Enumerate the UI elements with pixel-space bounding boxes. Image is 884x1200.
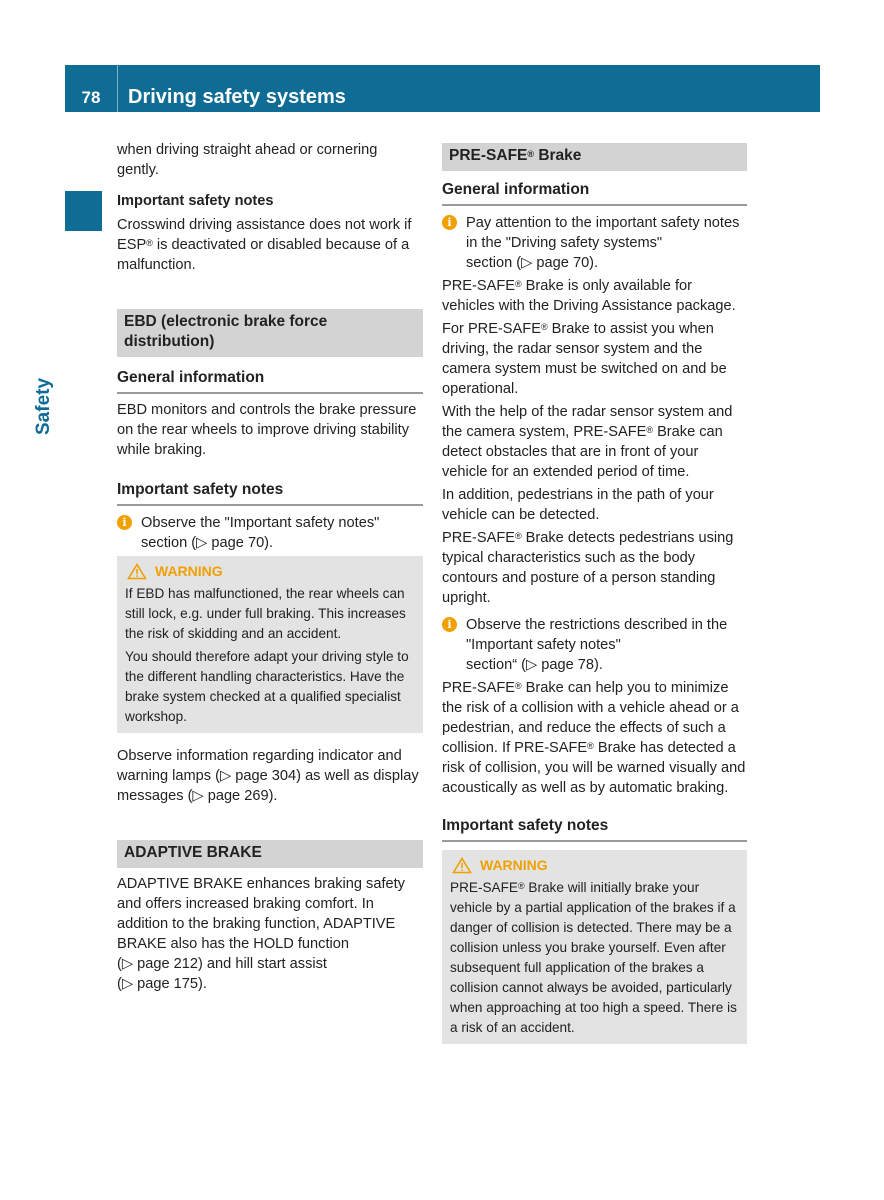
presafe-section-title: PRE-SAFE® Brake	[442, 143, 747, 171]
ebd-warning-header	[125, 561, 415, 581]
presafe-warning-label: WARNING	[480, 857, 548, 873]
presafe-characteristics-text: PRE-SAFE® Brake detects pedestrians using typical characteristics such as the body contours and posture of a person standing upright.	[442, 530, 734, 606]
side-tab	[33, 191, 102, 435]
page-number: 78	[81, 88, 101, 107]
presafe-availability-text: PRE-SAFE® Brake is only available for vehicles with the Driving Assistance package.	[442, 278, 736, 314]
header-divider	[117, 65, 118, 112]
presafe-safety-heading: Important safety notes	[442, 816, 747, 842]
left-column	[117, 140, 423, 997]
presafe-warning-header	[450, 855, 739, 875]
presafe-info-note-2: i Observe the restrictions described in the "Important safety notes" section“ (▷ page 78).	[442, 615, 747, 675]
presafe-warning-text: PRE-SAFE® Brake will initially brake your vehicle by a partial application of the brakes if a danger of collision is detected. There may be a collision unless you brake yourself. Even after subsequent full application of the brakes a collision cannot always be avoided, particularly when approaching at too high a speed. There is a risk of an accident.	[450, 880, 737, 1035]
presafe-detection-text: With the help of the radar sensor system and the camera system, PRE-SAFE® Brake can detect obstacles that are in front of your vehicle for an extended period of time.	[442, 404, 733, 480]
presafe-general-info-heading: General information	[442, 180, 747, 206]
page-header	[65, 65, 820, 112]
ebd-info-note	[117, 513, 423, 553]
side-tab-label: Safety	[33, 377, 54, 435]
adaptive-brake-text: ADAPTIVE BRAKE enhances braking safety and offers increased braking comfort. In addition to the braking function, ADAPTIVE BRAKE also has the HOLD function (▷ page 212) and hill start assist (▷ page 175).	[117, 876, 405, 992]
ebd-warning-text-2: You should therefore adapt your driving style to the different handling characteristics. Have the brake system checked at a qualified specialist workshop.	[125, 649, 409, 724]
info-icon: i	[117, 515, 132, 530]
crosswind-safety-heading: Important safety notes	[117, 193, 274, 209]
warning-triangle-icon	[452, 857, 472, 874]
presafe-warning-box	[442, 850, 747, 1044]
right-column	[442, 140, 747, 1044]
ebd-safety-heading: Important safety notes	[117, 480, 423, 506]
presafe-requirements-text: For PRE-SAFE® Brake to assist you when driving, the radar sensor system and the camera system must be switched on and be operational.	[442, 321, 727, 397]
ebd-general-info-heading: General information	[117, 368, 423, 394]
info-icon: i	[442, 617, 457, 632]
ebd-after-text: Observe information regarding indicator and warning lamps (▷ page 304) as well as display messages (▷ page 269).	[117, 748, 419, 804]
info-icon: i	[442, 215, 457, 230]
side-tab-marker	[65, 191, 102, 231]
ebd-warning-text-1: If EBD has malfunctioned, the rear wheels can still lock, e.g. under full braking. This increases the risk of skidding and an accident.	[125, 586, 406, 641]
chapter-title: Driving safety systems	[128, 86, 346, 108]
ebd-warning-label: WARNING	[155, 563, 223, 579]
intro-text: when driving straight ahead or cornering gently.	[117, 142, 378, 178]
crosswind-safety-text: Crosswind driving assistance does not work if ESP® is deactivated or disabled because of a malfunction.	[117, 217, 412, 273]
ebd-warning-box	[117, 556, 423, 733]
ebd-info-note-text: Observe the "Important safety notes" section (▷ page 70).	[141, 515, 380, 551]
ebd-general-info-text: EBD monitors and controls the brake pressure on the rear wheels to improve driving stability while braking.	[117, 402, 417, 458]
presafe-pedestrians-text: In addition, pedestrians in the path of your vehicle can be detected.	[442, 487, 714, 523]
warning-triangle-icon	[127, 563, 147, 580]
ebd-section-title: EBD (electronic brake force distribution)	[117, 309, 423, 357]
presafe-info-note-1: i Pay attention to the important safety notes in the "Driving safety systems" section (▷ page 70).	[442, 213, 747, 273]
adaptive-brake-title: ADAPTIVE BRAKE	[117, 840, 423, 868]
presafe-collision-text: PRE-SAFE® Brake can help you to minimize the risk of a collision with a vehicle ahead or a pedestrian, and reduce the effects of such a collision. If PRE-SAFE® Brake has detected a risk of collision, you will be warned visually and acoustically as well as by automatic braking.	[442, 680, 746, 796]
